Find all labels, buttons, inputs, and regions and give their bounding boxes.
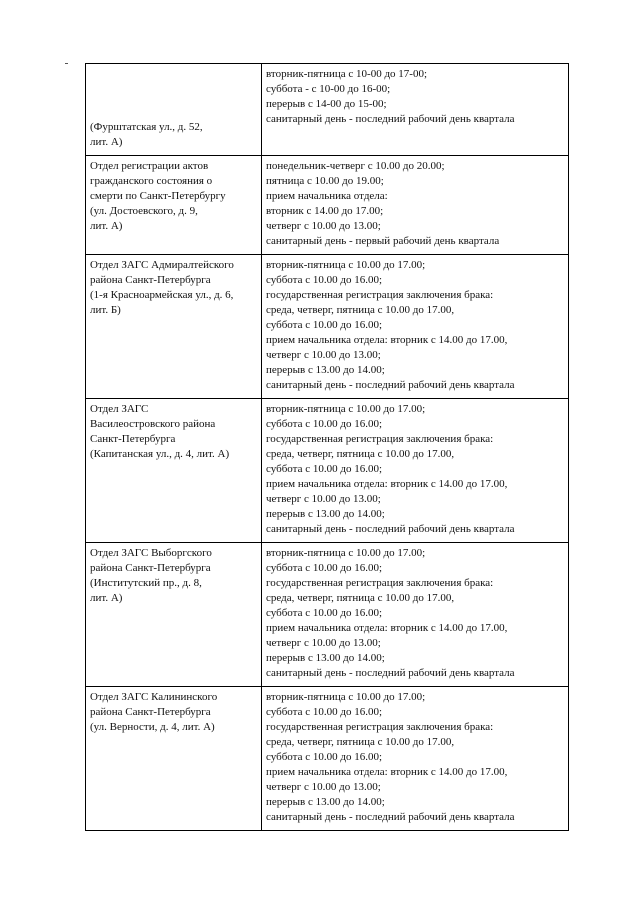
hours-line: перерыв с 13.00 до 14.00; [266,652,385,664]
office-cell [86,156,262,255]
hours-line: четверг с 10.00 до 13.00; [266,493,381,505]
office-name: Отдел ЗАГС Калининского района Санкт-Петербурга (ул. Верности, д. 4, лит. А) [90,691,218,733]
hours-line: суббота с 10.00 до 16.00; [266,751,382,763]
hours-cell [262,399,569,543]
hours-line: прием начальника отдела: вторник с 14.00 до 17.00, [266,478,508,490]
office-name: Отдел ЗАГС Адмиралтейского района Санкт-Петербурга (1-я Красноармейская ул., д. 6, лит. Б) [90,259,234,316]
office-name: Отдел регистрации актов гражданского состояния о смерти по Санкт-Петербургу (ул. Достоевского, д. 9, лит. А) [90,160,226,232]
hours-line: прием начальника отдела: вторник с 14.00 до 17.00, [266,334,508,346]
hours-line: суббота с 10.00 до 16.00; [266,706,382,718]
hours-line: среда, четверг, пятница с 10.00 до 17.00, [266,592,455,604]
hours-line: среда, четверг, пятница с 10.00 до 17.00, [266,448,455,460]
hours-line: перерыв с 14-00 до 15-00; [266,98,387,110]
table-row [86,687,569,831]
hours-cell [262,156,569,255]
office-address: (Фурштатская ул., д. 52, лит. А) [90,121,203,148]
hours-line: вторник-пятница с 10-00 до 17-00; [266,68,428,80]
hours-cell [262,543,569,687]
hours-line: четверг с 10.00 до 13.00; [266,220,381,232]
hours-line: вторник-пятница с 10.00 до 17.00; [266,691,426,703]
hours-line: санитарный день - последний рабочий день квартала [266,667,515,679]
hours-line: перерыв с 13.00 до 14.00; [266,364,385,376]
table-row [86,64,569,156]
hours-line: перерыв с 13.00 до 14.00; [266,796,385,808]
hours-line: вторник с 14.00 до 17.00; [266,205,384,217]
office-cell [86,64,262,156]
hours-line: четверг с 10.00 до 13.00; [266,637,381,649]
table-row [86,543,569,687]
hours-line: понедельник-четверг с 10.00 до 20.00; [266,160,445,172]
office-cell [86,687,262,831]
hours-line: государственная регистрация заключения брака: [266,577,494,589]
hours-line: среда, четверг, пятница с 10.00 до 17.00, [266,736,455,748]
hours-line: суббота с 10.00 до 16.00; [266,607,382,619]
hours-line: суббота с 10.00 до 16.00; [266,274,382,286]
hours-line: суббота - с 10-00 до 16-00; [266,83,391,95]
hours-line: прием начальника отдела: [266,190,388,202]
scan-mark [65,63,68,64]
hours-line: четверг с 10.00 до 13.00; [266,349,381,361]
hours-line: суббота с 10.00 до 16.00; [266,562,382,574]
hours-line: санитарный день - последний рабочий день квартала [266,523,515,535]
hours-line: санитарный день - последний рабочий день квартала [266,811,515,823]
hours-line: перерыв с 13.00 до 14.00; [266,508,385,520]
office-name: Отдел ЗАГС Выборгского района Санкт-Петербурга (Институтский пр., д. 8, лит. А) [90,547,212,604]
hours-line: государственная регистрация заключения брака: [266,721,494,733]
hours-line: вторник-пятница с 10.00 до 17.00; [266,259,426,271]
registry-offices-table [85,63,569,831]
hours-line: вторник-пятница с 10.00 до 17.00; [266,403,426,415]
hours-line: суббота с 10.00 до 16.00; [266,319,382,331]
hours-line: прием начальника отдела: вторник с 14.00 до 17.00, [266,622,508,634]
hours-line: санитарный день - последний рабочий день квартала [266,379,515,391]
hours-line: суббота с 10.00 до 16.00; [266,463,382,475]
table-row [86,255,569,399]
office-cell [86,255,262,399]
hours-line: государственная регистрация заключения брака: [266,433,494,445]
hours-line: суббота с 10.00 до 16.00; [266,418,382,430]
office-name: Отдел ЗАГС Василеостровского района Санкт-Петербурга (Капитанская ул., д. 4, лит. А) [90,403,230,460]
hours-line: санитарный день - первый рабочий день квартала [266,235,500,247]
hours-line: среда, четверг, пятница с 10.00 до 17.00, [266,304,455,316]
hours-line: санитарный день - последний рабочий день квартала [266,113,515,125]
hours-line: государственная регистрация заключения брака: [266,289,494,301]
hours-cell [262,687,569,831]
table-row [86,156,569,255]
hours-line: прием начальника отдела: вторник с 14.00 до 17.00, [266,766,508,778]
office-cell [86,399,262,543]
hours-cell [262,255,569,399]
office-cell [86,543,262,687]
hours-line: четверг с 10.00 до 13.00; [266,781,381,793]
hours-line: вторник-пятница с 10.00 до 17.00; [266,547,426,559]
table-row [86,399,569,543]
hours-line: пятница с 10.00 до 19.00; [266,175,384,187]
hours-cell [262,64,569,156]
